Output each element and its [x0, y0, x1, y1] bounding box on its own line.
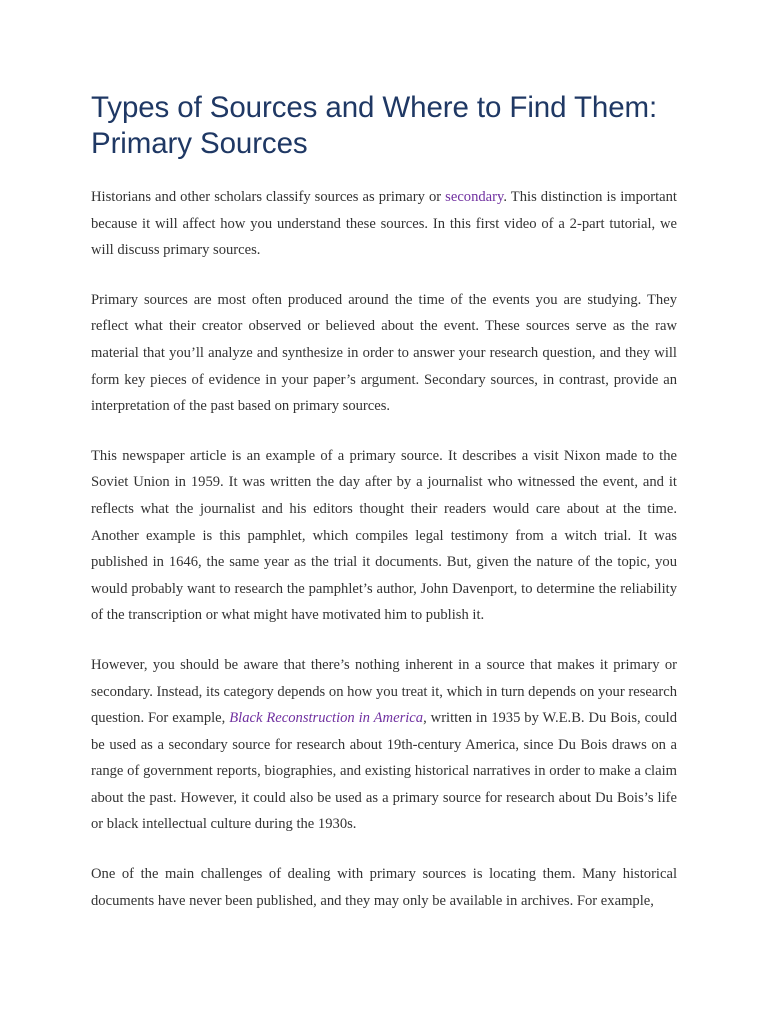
paragraph-locating-sources: One of the main challenges of dealing with primary sources is locating them. Many historical documents have never been published, and they may only be available in archives. For example,	[91, 866, 677, 909]
paragraph-text: Historians and other scholars classify sources as primary or	[91, 189, 446, 205]
paragraph-examples: This newspaper article is an example of a primary source. It describes a visit Nixon made to the Soviet Union in 1959. It was written the day after by a journalist who witnessed the event, and it reflects what the journalist and his editors thought their readers would care about at the time. Another example is this pamphlet, which compiles legal testimony from a witch trial. It was published in 1646, the same year as the trial it documents. But, given the nature of the topic, you would probably want to research the pamphlet’s author, John Davenport, to determine the reliability of the transcription or what might have motivated him to publish it.	[91, 447, 677, 624]
paragraph-primary-sources-definition: Primary sources are most often produced around the time of the events you are studying. They reflect what their creator observed or believed about the event. These sources serve as the raw material that you’ll analyze and synthesize in order to answer your research question, and they will form key pieces of evidence in your paper’s argument. Secondary sources, in contrast, provide an interpretation of the past based on primary sources.	[91, 291, 677, 415]
paragraph-text: However, you should be aware that there’s nothing inherent in a source that makes it primary or secondary. Instead, its category depends on how you treat it, which in turn depends on your research question. For example,	[91, 656, 677, 727]
page-title: Types of Sources and Where to Find Them: Primary Sources	[91, 91, 658, 160]
paragraph-text: . This distinction is important because it will affect how you understand these sources. In this first video of a 2-part tutorial, we will discuss primary sources.	[91, 189, 677, 259]
paragraph-intro	[91, 184, 677, 264]
secondary-link[interactable]: secondary	[445, 189, 504, 205]
black-reconstruction-link[interactable]: Black Reconstruction in America	[229, 710, 424, 727]
article	[91, 90, 677, 937]
paragraph-text: , written in 1935 by W.E.B. Du Bois, could be used as a secondary source for research about 19th-century America, since Du Bois draws on a range of government reports, biographies, and existing historical narratives in order to make a claim about the past. However, it could also be used as a primary source for research about Du Bois’s life or black intellectual culture during the 1930s.	[91, 710, 678, 833]
paragraph-category	[91, 652, 677, 838]
